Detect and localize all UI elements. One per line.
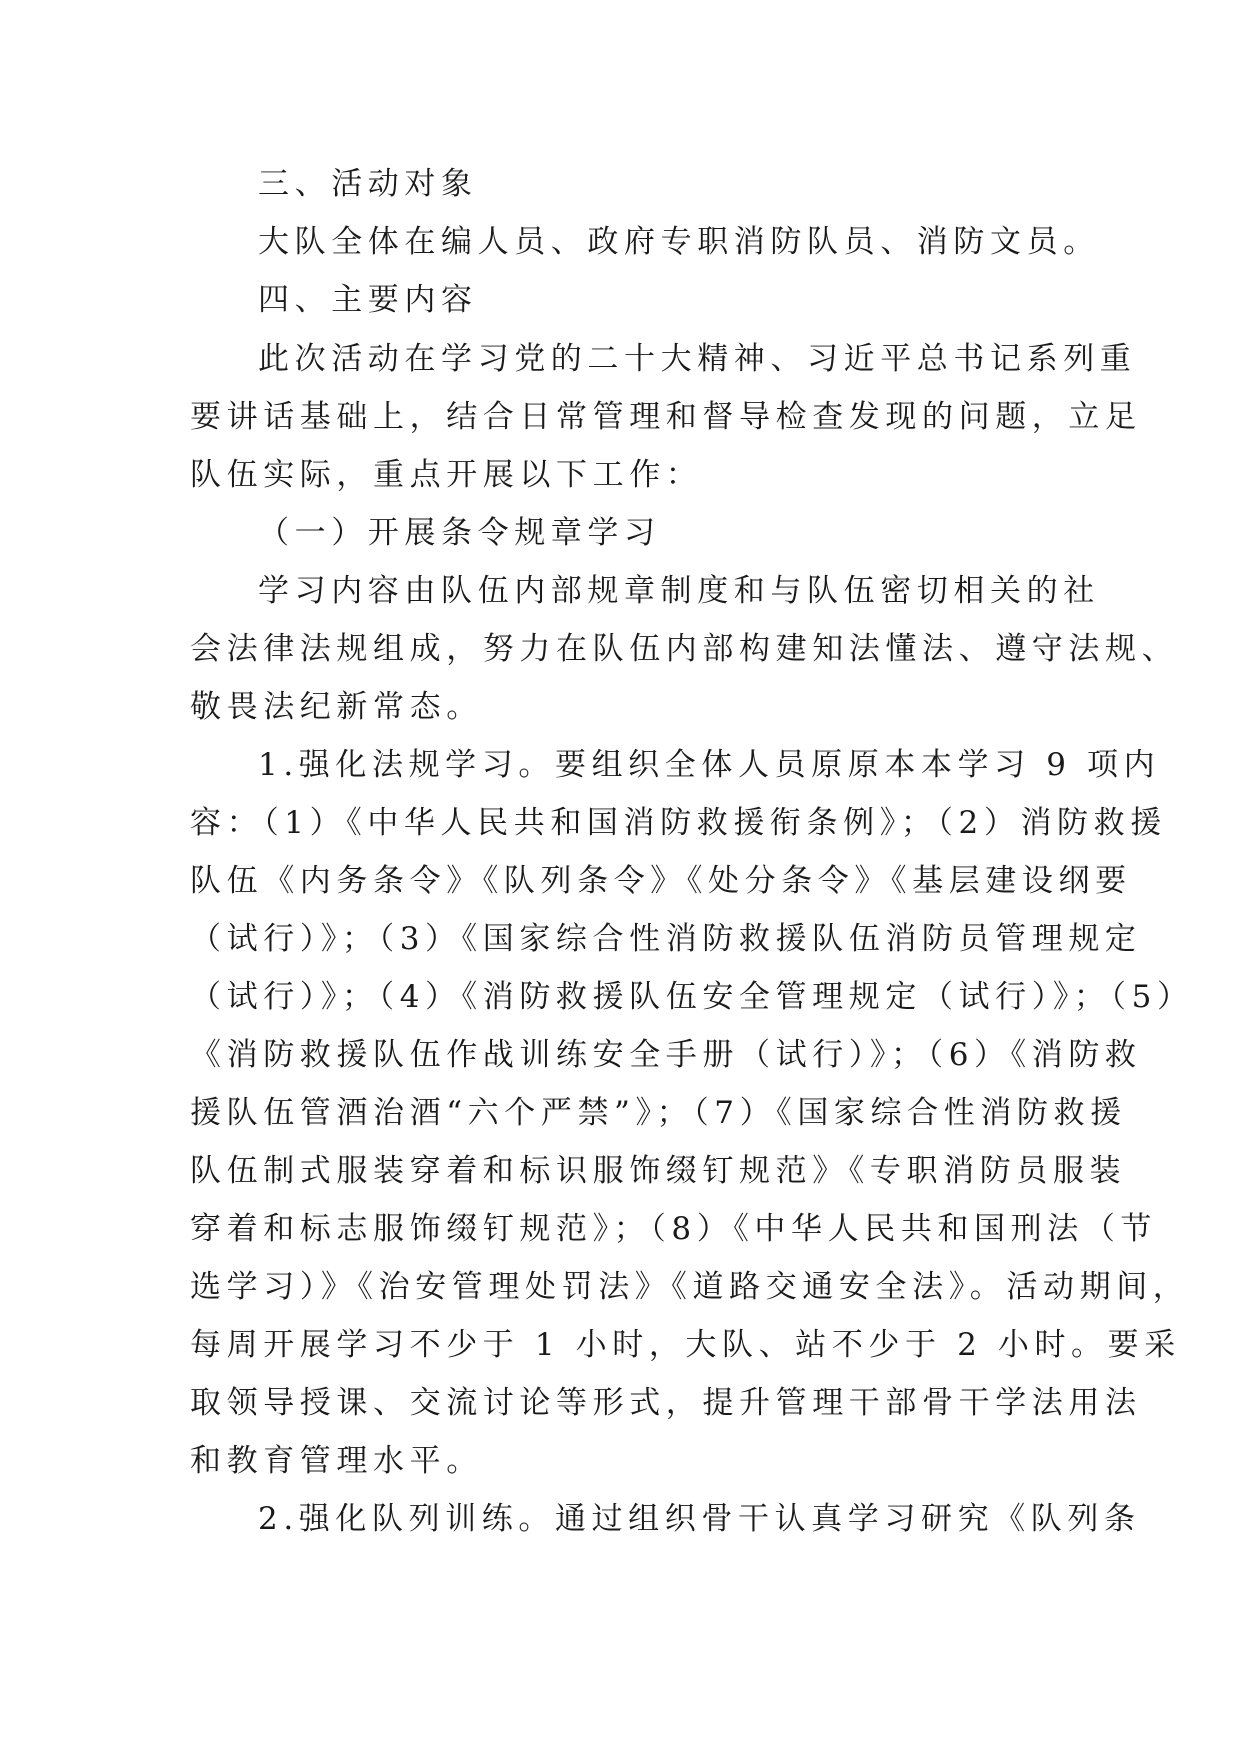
paragraph-line: 每周开展学习不少于 1 小时，大队、站不少于 2 小时。要采 — [190, 1327, 1181, 1363]
paragraph-line: （试行）》；（3）《国家综合性消防救援队伍消防员管理规定 — [190, 921, 1142, 957]
section-heading-activity-target: 三、活动对象 — [258, 166, 478, 202]
paragraph-line: 1.强化法规学习。要组织全体人员原原本本学习 9 项内 — [258, 747, 1161, 783]
subsection-heading: （一）开展条令规章学习 — [258, 515, 661, 551]
paragraph-line: 和教育管理水平。 — [190, 1443, 483, 1479]
paragraph-line: 容：（1）《中华人民共和国消防救援衔条例》；（2）消防救援 — [190, 805, 1167, 841]
paragraph-line: （试行）》；（4）《消防救援队伍安全管理规定（试行）》；（5） — [190, 979, 1194, 1015]
paragraph-line: 队伍实际，重点开展以下工作： — [190, 457, 703, 493]
paragraph-line: 取领导授课、交流讨论等形式，提升管理干部骨干学法用法 — [190, 1385, 1142, 1421]
paragraph-line: 学习内容由队伍内部规章制度和与队伍密切相关的社 — [258, 573, 1100, 609]
paragraph-line: 此次活动在学习党的二十大精神、习近平总书记系列重 — [258, 341, 1137, 377]
paragraph-line: 援队伍管酒治酒“六个严禁”》；（7）《国家综合性消防救援 — [190, 1095, 1127, 1131]
paragraph-line: 会法律法规组成，努力在队伍内部构建知法懂法、遵守法规、 — [190, 631, 1179, 667]
section-heading-main-content: 四、主要内容 — [258, 282, 478, 318]
paragraph-line: 《消防救援队伍作战训练安全手册（试行）》；（6）《消防救 — [190, 1037, 1142, 1073]
paragraph-line: 穿着和标志服饰缀钉规范》；（8）《中华人民共和国刑法（节 — [190, 1211, 1158, 1247]
paragraph-line: 选学习）》《治安管理处罚法》《道路交通安全法》。活动期间， — [190, 1269, 1190, 1305]
paragraph-line: 大队全体在编人员、政府专职消防队员、消防文员。 — [258, 224, 1100, 260]
paragraph-line: 队伍制式服装穿着和标识服饰缀钉规范》《专职消防员服装 — [190, 1153, 1127, 1189]
paragraph-line: 队伍《内务条令》《队列条令》《处分条令》《基层建设纲要 — [190, 863, 1132, 899]
paragraph-line: 2.强化队列训练。通过组织骨干认真学习研究《队列条 — [258, 1501, 1141, 1537]
paragraph-line: 敬畏法纪新常态。 — [190, 689, 483, 725]
paragraph-line: 要讲话基础上，结合日常管理和督导检查发现的问题，立足 — [190, 399, 1142, 435]
